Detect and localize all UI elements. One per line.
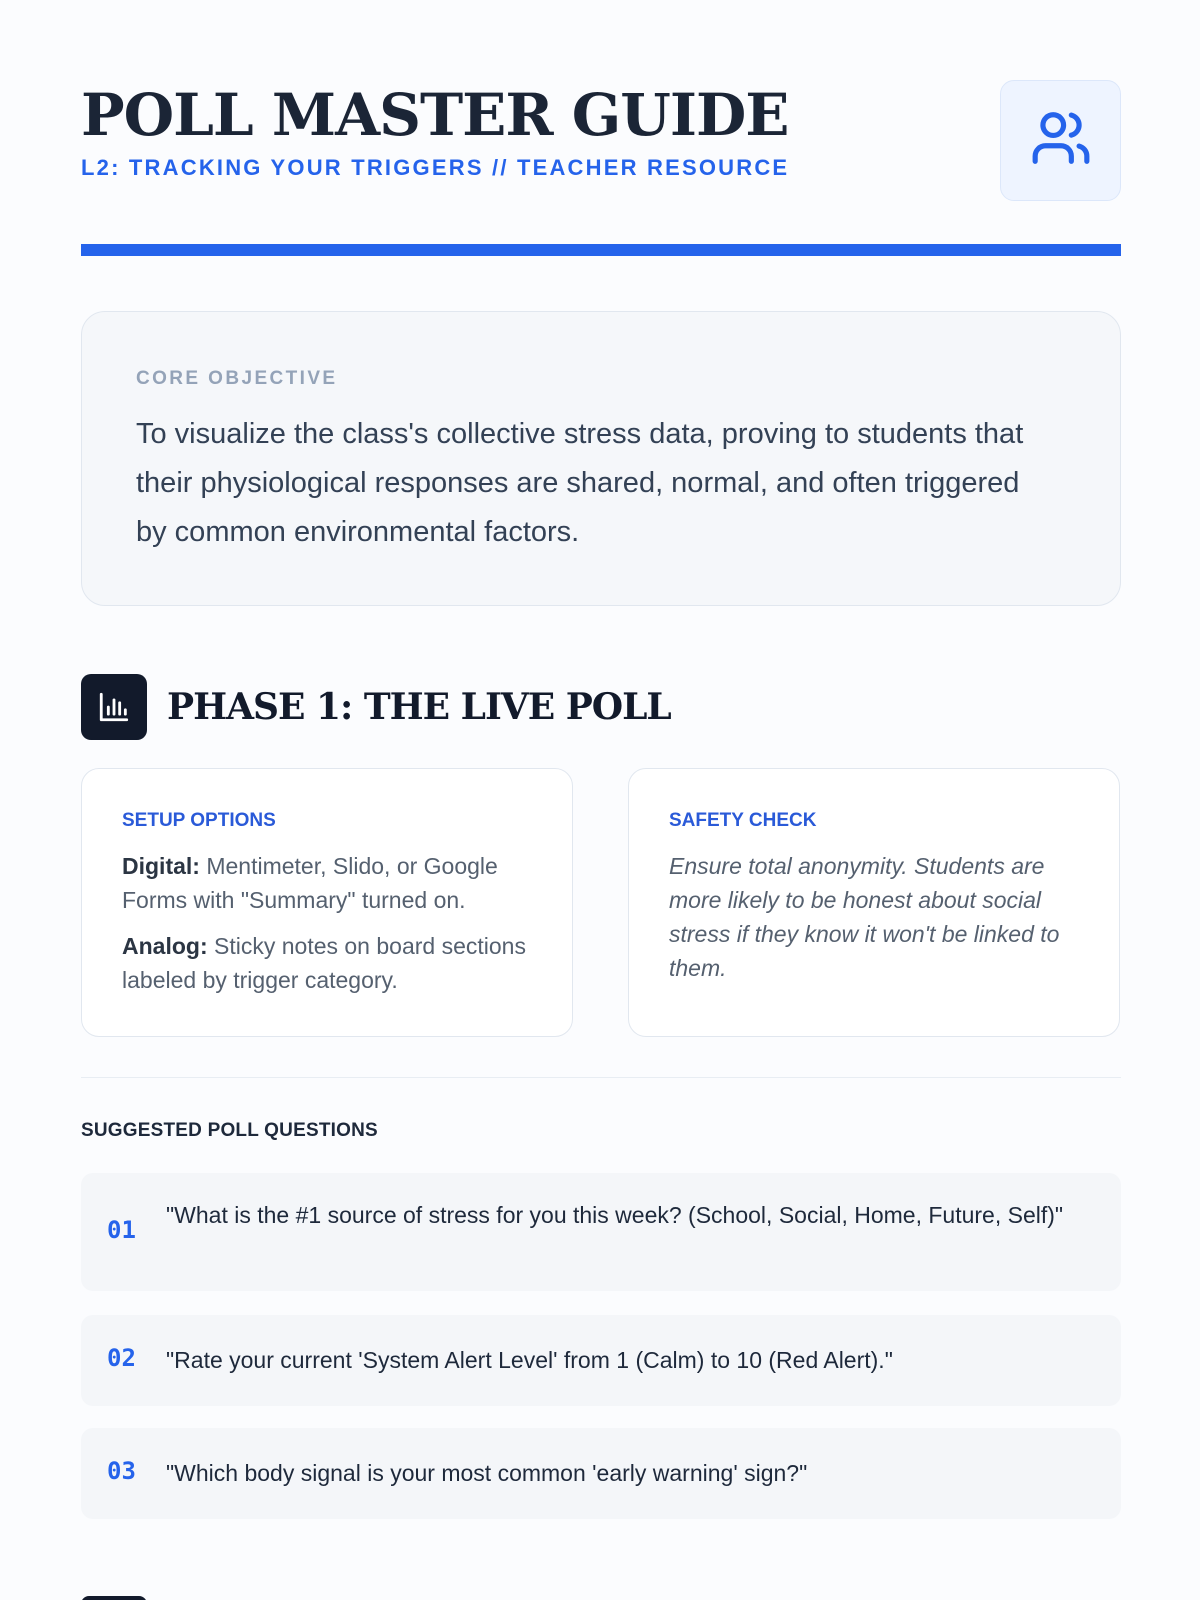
users-icon-badge: [1000, 80, 1121, 201]
question-number: 03: [107, 1457, 136, 1485]
page-subtitle: L2: TRACKING YOUR TRIGGERS // TEACHER RESOURCE: [81, 155, 790, 180]
setup-digital: [122, 849, 542, 917]
safety-check-text: Ensure total anonymity. Students are more likely to be honest about social stress if they know it won't be linked to them.: [669, 853, 1060, 981]
core-objective-card: [81, 311, 1121, 606]
header-accent-bar: [81, 244, 1121, 256]
setup-digital-text: Mentimeter, Slido, or Google Forms with "Summary" turned on.: [122, 853, 498, 913]
question-text: "Rate your current 'System Alert Level' from 1 (Calm) to 10 (Red Alert).": [166, 1347, 893, 1373]
setup-options-body: [122, 849, 542, 1009]
setup-digital-label: Digital:: [122, 853, 200, 879]
phase-1-heading: [81, 674, 1121, 740]
question-number: 02: [107, 1344, 136, 1372]
setup-analog: [122, 929, 542, 997]
list-item: [81, 1315, 1121, 1406]
question-number: 01: [107, 1216, 136, 1244]
setup-options-card: [81, 768, 573, 1037]
bar-chart-icon: [81, 674, 147, 740]
list-item: [81, 1428, 1121, 1519]
page-header: [81, 80, 1121, 206]
page-title: POLL MASTER GUIDE: [81, 81, 789, 149]
phase-1-title: PHASE 1: THE LIVE POLL: [167, 686, 671, 728]
question-text: "What is the #1 source of stress for you this week? (School, Social, Home, Future, Self)": [166, 1202, 1064, 1228]
users-icon: [1030, 107, 1092, 174]
setup-analog-text: Sticky notes on board sections labeled by trigger category.: [122, 933, 526, 993]
objective-text: To visualize the class's collective stress data, proving to students that their physiological responses are shared, normal, and often triggered by common environmental factors.: [136, 418, 1024, 548]
setup-options-label: SETUP OPTIONS: [122, 810, 276, 831]
safety-check-card: [628, 768, 1120, 1037]
objective-label: CORE OBJECTIVE: [136, 368, 338, 389]
setup-analog-label: Analog:: [122, 933, 208, 959]
section-divider: [81, 1077, 1121, 1078]
question-text: "Which body signal is your most common 'early warning' sign?": [166, 1460, 808, 1486]
list-item: [81, 1173, 1121, 1291]
safety-check-label: SAFETY CHECK: [669, 810, 817, 831]
suggested-questions-heading: SUGGESTED POLL QUESTIONS: [81, 1120, 378, 1141]
next-phase-icon: [81, 1596, 147, 1600]
